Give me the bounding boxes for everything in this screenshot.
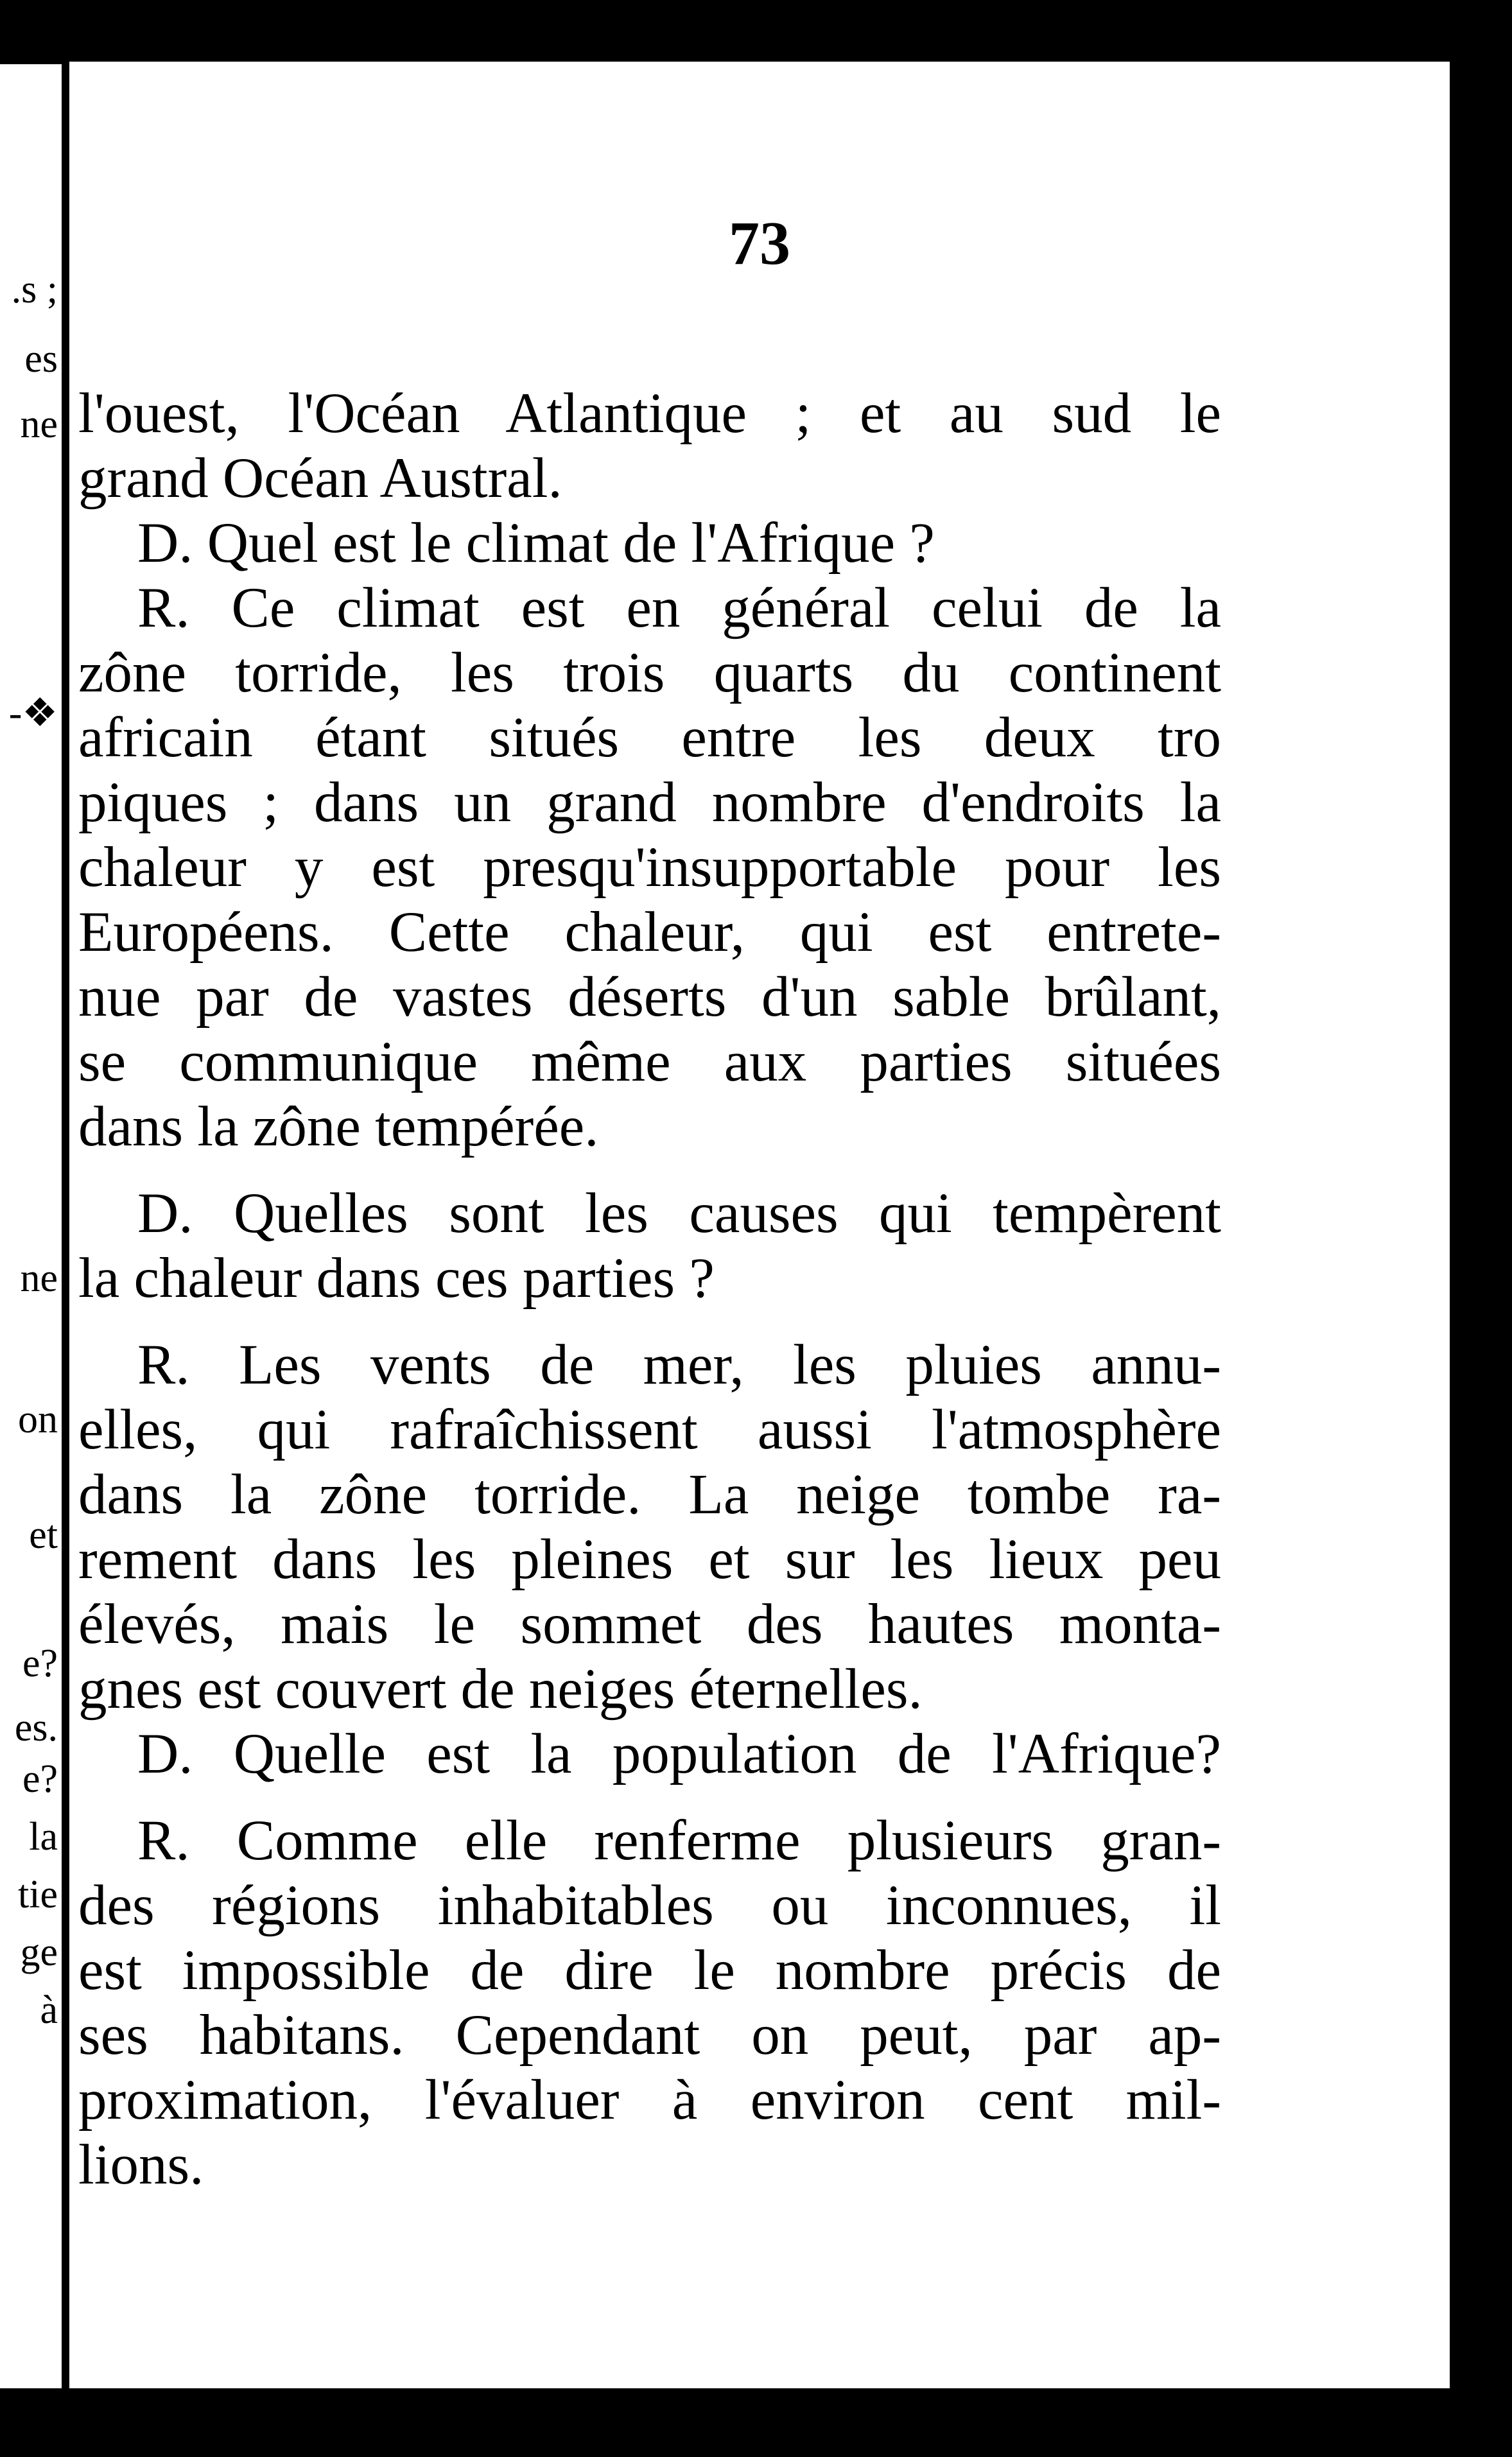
text-line: dans la zône torride. La neige tombe ra- — [78, 1463, 1221, 1526]
adjacent-page-fragment: es — [24, 337, 58, 381]
page-text — [78, 381, 1221, 2198]
text-line: l'ouest, l'Océan Atlantique ; et au sud le — [78, 382, 1221, 445]
adjacent-page-fragment: et — [29, 1513, 58, 1557]
adjacent-page-fragment: -❖ — [8, 691, 58, 735]
paragraph-gap — [78, 1311, 1221, 1333]
text-line: des régions inhabitables ou inconnues, il — [78, 1874, 1221, 1937]
right-edge — [1450, 0, 1512, 2457]
text-line: R. Les vents de mer, les pluies annu- — [137, 1333, 1221, 1396]
adjacent-page-fragment: e? — [22, 1757, 58, 1801]
adjacent-page-fragment: ne — [20, 403, 58, 446]
adjacent-page-fragment: ge — [20, 1931, 58, 1974]
text-line: dans la zône tempérée. — [78, 1095, 599, 1158]
text-line: ses habitans. Cependant on peut, par ap- — [78, 2004, 1221, 2067]
adjacent-page-fragment: on — [18, 1398, 58, 1441]
text-line: se communique même aux parties situées — [78, 1030, 1221, 1093]
text-line: africain étant situés entre les deux tro — [78, 706, 1221, 769]
text-line: chaleur y est presqu'insupportable pour les — [78, 836, 1221, 899]
book-page — [69, 62, 1450, 2388]
adjacent-page-fragment: à — [40, 1988, 58, 2032]
text-line: D. Quelle est la population de l'Afrique? — [137, 1723, 1221, 1785]
text-line: élevés, mais le sommet des hautes monta- — [78, 1593, 1221, 1656]
page-divider — [62, 64, 69, 2388]
text-line: Européens. Cette chaleur, qui est entrete- — [78, 901, 1221, 964]
text-line: lions. — [78, 2133, 204, 2196]
paragraph-gap — [78, 1159, 1221, 1181]
text-line: est impossible de dire le nombre précis de — [78, 1939, 1221, 2002]
text-line: la chaleur dans ces parties ? — [78, 1247, 715, 1310]
text-line: elles, qui rafraîchissent aussi l'atmosphère — [78, 1398, 1221, 1461]
adjacent-page-strip — [0, 64, 62, 2388]
adjacent-page-fragment: tie — [18, 1873, 58, 1916]
text-line: piques ; dans un grand nombre d'endroits la — [78, 771, 1221, 834]
text-line: grand Océan Austral. — [78, 447, 562, 510]
paragraph-gap — [78, 1787, 1221, 1809]
adjacent-page-fragment: ne — [20, 1256, 58, 1300]
adjacent-page-fragment: .s ; — [11, 268, 58, 311]
text-line: D. Quel est le climat de l'Afrique ? — [137, 512, 935, 575]
text-line: D. Quelles sont les causes qui tempèrent — [137, 1182, 1221, 1245]
text-line: rement dans les pleines et sur les lieux peu — [78, 1528, 1221, 1591]
text-line: nue par de vastes déserts d'un sable brûlant, — [78, 966, 1221, 1029]
text-line: gnes est couvert de neiges éternelles. — [78, 1658, 923, 1721]
text-line: R. Ce climat est en général celui de la — [137, 577, 1221, 639]
text-line: proximation, l'évaluer à environ cent mil- — [78, 2069, 1221, 2131]
text-line: R. Comme elle renferme plusieurs gran- — [137, 1809, 1221, 1872]
adjacent-page-fragment: la — [29, 1815, 58, 1859]
page-number: 73 — [729, 209, 790, 277]
adjacent-page-fragment: e? — [22, 1642, 58, 1685]
text-line: zône torride, les trois quarts du continent — [78, 641, 1221, 704]
adjacent-page-fragment: es. — [14, 1706, 58, 1749]
